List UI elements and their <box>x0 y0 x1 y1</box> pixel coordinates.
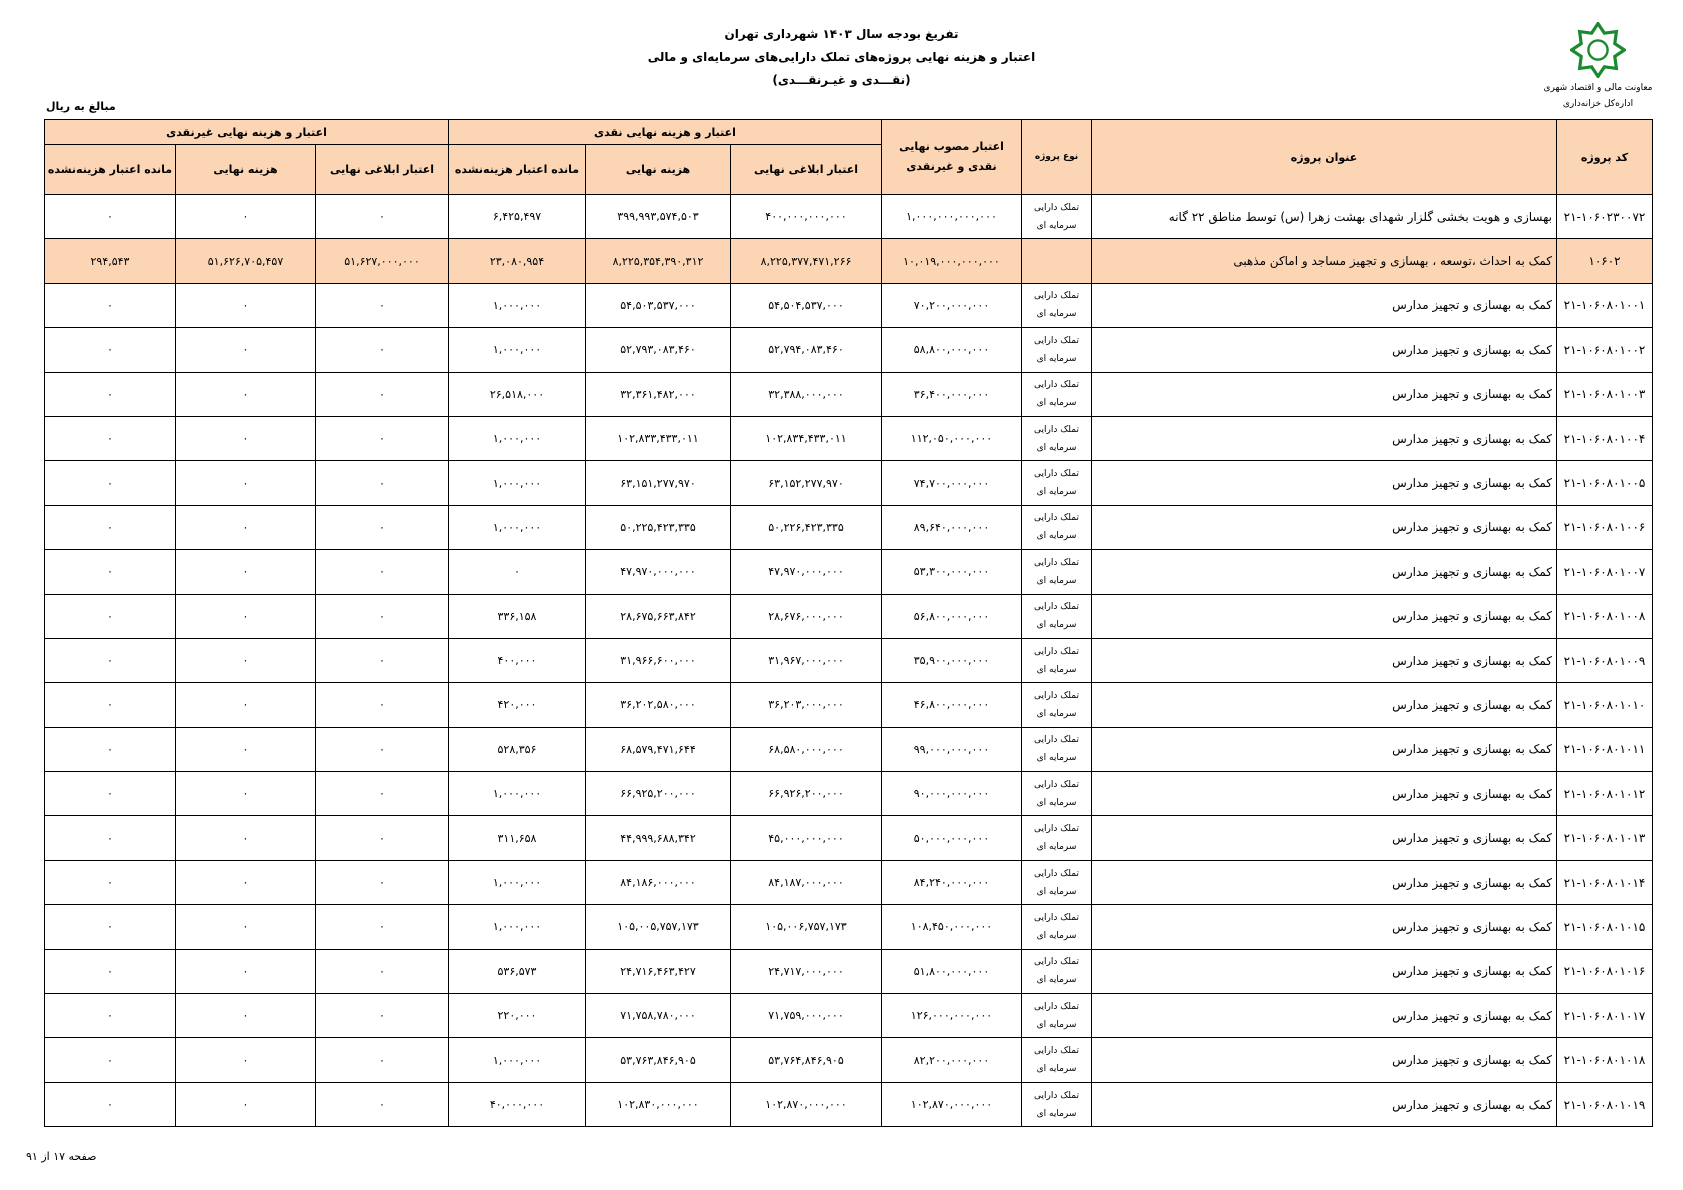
row-noncash-remaining: ۰ <box>45 283 176 327</box>
row-noncash-remaining: ۰ <box>45 461 176 505</box>
row-cash-cost: ۵۰,۲۲۵,۴۲۳,۳۳۵ <box>586 505 731 549</box>
row-cash-notified: ۶۸,۵۸۰,۰۰۰,۰۰۰ <box>731 727 882 771</box>
row-noncash-notified: ۰ <box>316 416 449 460</box>
type-line-1: تملک دارایی <box>1034 424 1079 435</box>
row-noncash-notified: ۵۱,۶۲۷,۰۰۰,۰۰۰ <box>316 239 449 283</box>
row-noncash-remaining: ۰ <box>45 1038 176 1082</box>
row-noncash-notified: ۰ <box>316 505 449 549</box>
currency-unit-label: مبالغ به ریال <box>46 100 116 113</box>
row-cash-notified: ۵۲,۷۹۴,۰۸۳,۴۶۰ <box>731 328 882 372</box>
type-line-2: سرمایه ای <box>1036 1108 1077 1119</box>
row-type <box>1022 195 1092 239</box>
row-approved: ۵۳,۳۰۰,۰۰۰,۰۰۰ <box>882 550 1022 594</box>
row-cash-remaining: ۱,۰۰۰,۰۰۰ <box>449 328 586 372</box>
row-noncash-notified: ۰ <box>316 905 449 949</box>
table-row <box>45 727 1653 771</box>
table-row <box>45 683 1653 727</box>
type-line-1: تملک دارایی <box>1034 868 1079 879</box>
row-title: کمک به بهسازی و تجهیز مدارس <box>1092 772 1557 816</box>
page-number: صفحه ۱۷ از ۹۱ <box>26 1150 97 1163</box>
row-type <box>1022 949 1092 993</box>
table-row <box>45 283 1653 327</box>
row-cash-remaining: ۳۱۱,۶۵۸ <box>449 816 586 860</box>
budget-table <box>44 119 1653 1127</box>
org-dept: اداره‌کل خزانه‌داری <box>1562 99 1634 109</box>
row-approved: ۹۰,۰۰۰,۰۰۰,۰۰۰ <box>882 772 1022 816</box>
type-line-2: سرمایه ای <box>1036 487 1077 498</box>
col-noncash-remaining: مانده اعتبار هزینه‌نشده <box>45 145 176 195</box>
row-cash-notified: ۴۷,۹۷۰,۰۰۰,۰۰۰ <box>731 550 882 594</box>
row-approved: ۳۶,۴۰۰,۰۰۰,۰۰۰ <box>882 372 1022 416</box>
row-approved: ۱۰,۰۱۹,۰۰۰,۰۰۰,۰۰۰ <box>882 239 1022 283</box>
row-code: ۲۱-۱۰۶۰۸۰۱۰۱۷ <box>1557 994 1653 1038</box>
row-cash-remaining: ۵۲۸,۳۵۶ <box>449 727 586 771</box>
row-cash-remaining: ۱,۰۰۰,۰۰۰ <box>449 283 586 327</box>
row-code: ۲۱-۱۰۶۰۸۰۱۰۱۲ <box>1557 772 1653 816</box>
row-type <box>1022 860 1092 904</box>
row-code: ۲۱-۱۰۶۰۸۰۱۰۱۹ <box>1557 1082 1653 1126</box>
col-cash-remaining: مانده اعتبار هزینه‌نشده <box>449 145 586 195</box>
type-line-1: تملک دارایی <box>1034 779 1079 790</box>
table-row <box>45 328 1653 372</box>
type-line-1: تملک دارایی <box>1034 291 1079 302</box>
type-line-1: تملک دارایی <box>1034 957 1079 968</box>
row-noncash-cost: ۰ <box>176 1082 316 1126</box>
type-line-2: سرمایه ای <box>1036 353 1077 364</box>
type-line-2: سرمایه ای <box>1036 930 1077 941</box>
type-line-2: سرمایه ای <box>1036 442 1077 453</box>
row-code: ۲۱-۱۰۶۰۸۰۱۰۱۱ <box>1557 727 1653 771</box>
table-row <box>45 505 1653 549</box>
row-code: ۲۱-۱۰۶۰۸۰۱۰۰۱ <box>1557 283 1653 327</box>
row-type <box>1022 239 1092 283</box>
row-approved: ۵۰,۰۰۰,۰۰۰,۰۰۰ <box>882 816 1022 860</box>
table-row <box>45 239 1653 283</box>
row-noncash-cost: ۰ <box>176 195 316 239</box>
row-cash-notified: ۸۴,۱۸۷,۰۰۰,۰۰۰ <box>731 860 882 904</box>
row-cash-notified: ۱۰۲,۸۳۴,۴۳۳,۰۱۱ <box>731 416 882 460</box>
row-cash-cost: ۵۲,۷۹۳,۰۸۳,۴۶۰ <box>586 328 731 372</box>
table-row <box>45 461 1653 505</box>
row-noncash-cost: ۵۱,۶۲۶,۷۰۵,۴۵۷ <box>176 239 316 283</box>
row-cash-notified: ۷۱,۷۵۹,۰۰۰,۰۰۰ <box>731 994 882 1038</box>
row-noncash-cost: ۰ <box>176 860 316 904</box>
row-noncash-remaining: ۰ <box>45 638 176 682</box>
row-code: ۲۱-۱۰۶۰۸۰۱۰۰۶ <box>1557 505 1653 549</box>
type-line-1: تملک دارایی <box>1034 1090 1079 1101</box>
row-cash-remaining: ۲۶,۵۱۸,۰۰۰ <box>449 372 586 416</box>
row-noncash-notified: ۰ <box>316 860 449 904</box>
type-line-1: تملک دارایی <box>1034 602 1079 613</box>
table-row <box>45 550 1653 594</box>
row-noncash-notified: ۰ <box>316 283 449 327</box>
row-title: کمک به بهسازی و تجهیز مدارس <box>1092 372 1557 416</box>
row-noncash-remaining: ۰ <box>45 727 176 771</box>
col-noncash-notified: اعتبار ابلاغی نهایی <box>316 145 449 195</box>
row-cash-cost: ۱۰۲,۸۳۰,۰۰۰,۰۰۰ <box>586 1082 731 1126</box>
row-noncash-notified: ۰ <box>316 949 449 993</box>
row-approved: ۷۰,۲۰۰,۰۰۰,۰۰۰ <box>882 283 1022 327</box>
type-line-2: سرمایه ای <box>1036 1019 1077 1030</box>
type-line-2: سرمایه ای <box>1036 309 1077 320</box>
col-cash-notified: اعتبار ابلاغی نهایی <box>731 145 882 195</box>
row-cash-cost: ۳۱,۹۶۶,۶۰۰,۰۰۰ <box>586 638 731 682</box>
row-approved: ۱,۰۰۰,۰۰۰,۰۰۰,۰۰۰ <box>882 195 1022 239</box>
row-noncash-notified: ۰ <box>316 594 449 638</box>
type-line-2: سرمایه ای <box>1036 620 1077 631</box>
row-noncash-notified: ۰ <box>316 1082 449 1126</box>
row-type <box>1022 283 1092 327</box>
row-cash-cost: ۳۹۹,۹۹۳,۵۷۴,۵۰۳ <box>586 195 731 239</box>
row-cash-cost: ۵۴,۵۰۳,۵۳۷,۰۰۰ <box>586 283 731 327</box>
row-noncash-remaining: ۰ <box>45 416 176 460</box>
row-type <box>1022 461 1092 505</box>
type-line-2: سرمایه ای <box>1036 398 1077 409</box>
row-approved: ۱۲۶,۰۰۰,۰۰۰,۰۰۰ <box>882 994 1022 1038</box>
row-code: ۲۱-۱۰۶۰۸۰۱۰۰۸ <box>1557 594 1653 638</box>
row-cash-remaining: ۱,۰۰۰,۰۰۰ <box>449 461 586 505</box>
row-cash-cost: ۶۳,۱۵۱,۲۷۷,۹۷۰ <box>586 461 731 505</box>
row-noncash-notified: ۰ <box>316 816 449 860</box>
row-approved: ۱۱۲,۰۵۰,۰۰۰,۰۰۰ <box>882 416 1022 460</box>
row-noncash-remaining: ۰ <box>45 816 176 860</box>
row-cash-cost: ۳۲,۳۶۱,۴۸۲,۰۰۰ <box>586 372 731 416</box>
row-noncash-notified: ۰ <box>316 1038 449 1082</box>
type-line-2: سرمایه ای <box>1036 708 1077 719</box>
row-noncash-cost: ۰ <box>176 683 316 727</box>
doc-subtitle: اعتبار و هزینه نهایی پروژه‌های تملک دارایی‌های سرمایه‌ای و مالی <box>647 50 1036 64</box>
row-noncash-cost: ۰ <box>176 283 316 327</box>
row-code: ۲۱-۱۰۶۰۸۰۱۰۱۳ <box>1557 816 1653 860</box>
type-line-1: تملک دارایی <box>1034 202 1079 213</box>
row-cash-remaining: ۱,۰۰۰,۰۰۰ <box>449 905 586 949</box>
row-noncash-remaining: ۰ <box>45 372 176 416</box>
row-noncash-remaining: ۰ <box>45 1082 176 1126</box>
row-noncash-cost: ۰ <box>176 372 316 416</box>
row-approved: ۳۵,۹۰۰,۰۰۰,۰۰۰ <box>882 638 1022 682</box>
row-approved: ۱۰۲,۸۷۰,۰۰۰,۰۰۰ <box>882 1082 1022 1126</box>
row-noncash-cost: ۰ <box>176 550 316 594</box>
row-cash-remaining: ۳۳۶,۱۵۸ <box>449 594 586 638</box>
row-title: بهسازی و هویت بخشی گلزار شهدای بهشت زهرا (س) توسط مناطق ۲۲ گانه <box>1092 195 1557 239</box>
row-title: کمک به بهسازی و تجهیز مدارس <box>1092 994 1557 1038</box>
row-cash-notified: ۶۶,۹۲۶,۲۰۰,۰۰۰ <box>731 772 882 816</box>
org-name: معاونت مالی و اقتصاد شهری <box>1543 83 1653 93</box>
type-line-2: سرمایه ای <box>1036 753 1077 764</box>
type-line-2: سرمایه ای <box>1036 575 1077 586</box>
doc-title: تفریغ بودجه سال ۱۴۰۳ شهرداری تهران <box>724 27 959 41</box>
row-noncash-notified: ۰ <box>316 638 449 682</box>
row-code: ۲۱-۱۰۶۰۸۰۱۰۰۹ <box>1557 638 1653 682</box>
row-noncash-notified: ۰ <box>316 683 449 727</box>
row-cash-remaining: ۱,۰۰۰,۰۰۰ <box>449 860 586 904</box>
row-title: کمک به بهسازی و تجهیز مدارس <box>1092 594 1557 638</box>
table-row <box>45 905 1653 949</box>
row-approved: ۵۸,۸۰۰,۰۰۰,۰۰۰ <box>882 328 1022 372</box>
row-approved: ۸۹,۶۴۰,۰۰۰,۰۰۰ <box>882 505 1022 549</box>
col-type: نوع پروژه <box>1022 120 1092 195</box>
row-cash-cost: ۴۴,۹۹۹,۶۸۸,۳۴۲ <box>586 816 731 860</box>
type-line-1: تملک دارایی <box>1034 335 1079 346</box>
type-line-1: تملک دارایی <box>1034 735 1079 746</box>
row-title: کمک به بهسازی و تجهیز مدارس <box>1092 416 1557 460</box>
row-cash-notified: ۸,۲۲۵,۳۷۷,۴۷۱,۲۶۶ <box>731 239 882 283</box>
table-row <box>45 994 1653 1038</box>
row-noncash-remaining: ۰ <box>45 949 176 993</box>
row-noncash-cost: ۰ <box>176 594 316 638</box>
row-noncash-remaining: ۰ <box>45 860 176 904</box>
row-cash-cost: ۶۶,۹۲۵,۲۰۰,۰۰۰ <box>586 772 731 816</box>
row-noncash-cost: ۰ <box>176 505 316 549</box>
type-line-2: سرمایه ای <box>1036 531 1077 542</box>
row-type <box>1022 505 1092 549</box>
row-cash-remaining: ۴۰,۰۰۰,۰۰۰ <box>449 1082 586 1126</box>
row-type <box>1022 372 1092 416</box>
type-line-1: تملک دارایی <box>1034 469 1079 480</box>
row-noncash-cost: ۰ <box>176 994 316 1038</box>
type-line-1: تملک دارایی <box>1034 912 1079 923</box>
row-title: کمک به بهسازی و تجهیز مدارس <box>1092 905 1557 949</box>
type-line-1: تملک دارایی <box>1034 380 1079 391</box>
row-title: کمک به بهسازی و تجهیز مدارس <box>1092 860 1557 904</box>
row-cash-notified: ۳۱,۹۶۷,۰۰۰,۰۰۰ <box>731 638 882 682</box>
row-code: ۲۱-۱۰۶۰۸۰۱۰۱۵ <box>1557 905 1653 949</box>
table-row <box>45 1082 1653 1126</box>
row-cash-notified: ۵۴,۵۰۴,۵۳۷,۰۰۰ <box>731 283 882 327</box>
col-group-noncash: اعتبار و هزینه نهایی غیرنقدی <box>45 120 449 145</box>
row-title: کمک به احداث ،توسعه ، بهسازی و تجهیز مساجد و اماکن مذهبی <box>1092 239 1557 283</box>
type-line-2: سرمایه ای <box>1036 886 1077 897</box>
row-noncash-cost: ۰ <box>176 1038 316 1082</box>
row-type <box>1022 683 1092 727</box>
col-noncash-cost: هزینه نهایی <box>176 145 316 195</box>
row-noncash-remaining: ۰ <box>45 683 176 727</box>
table-row <box>45 372 1653 416</box>
row-cash-remaining: ۰ <box>449 550 586 594</box>
row-noncash-notified: ۰ <box>316 727 449 771</box>
type-line-1: تملک دارایی <box>1034 690 1079 701</box>
type-line-1: تملک دارایی <box>1034 824 1079 835</box>
row-title: کمک به بهسازی و تجهیز مدارس <box>1092 949 1557 993</box>
row-code: ۲۱-۱۰۶۰۸۰۱۰۰۵ <box>1557 461 1653 505</box>
col-group-cash: اعتبار و هزینه نهایی نقدی <box>449 120 882 145</box>
table-row <box>45 816 1653 860</box>
row-approved: ۴۶,۸۰۰,۰۰۰,۰۰۰ <box>882 683 1022 727</box>
row-cash-cost: ۱۰۵,۰۰۵,۷۵۷,۱۷۳ <box>586 905 731 949</box>
row-type <box>1022 1082 1092 1126</box>
row-cash-cost: ۲۸,۶۷۵,۶۶۳,۸۴۲ <box>586 594 731 638</box>
row-cash-notified: ۵۰,۲۲۶,۴۲۳,۳۳۵ <box>731 505 882 549</box>
row-cash-remaining: ۲۳,۰۸۰,۹۵۴ <box>449 239 586 283</box>
type-line-2: سرمایه ای <box>1036 664 1077 675</box>
row-cash-notified: ۴۰۰,۰۰۰,۰۰۰,۰۰۰ <box>731 195 882 239</box>
row-type <box>1022 1038 1092 1082</box>
row-code: ۲۱-۱۰۶۰۸۰۱۰۱۸ <box>1557 1038 1653 1082</box>
row-cash-cost: ۷۱,۷۵۸,۷۸۰,۰۰۰ <box>586 994 731 1038</box>
type-line-2: سرمایه ای <box>1036 797 1077 808</box>
row-noncash-remaining: ۰ <box>45 550 176 594</box>
row-noncash-notified: ۰ <box>316 328 449 372</box>
type-line-1: تملک دارایی <box>1034 646 1079 657</box>
row-code: ۲۱-۱۰۶۰۸۰۱۰۱۰ <box>1557 683 1653 727</box>
row-cash-notified: ۶۳,۱۵۲,۲۷۷,۹۷۰ <box>731 461 882 505</box>
type-line-2: سرمایه ای <box>1036 842 1077 853</box>
row-noncash-notified: ۰ <box>316 772 449 816</box>
row-code: ۲۱-۱۰۶۰۲۳۰۰۷۲ <box>1557 195 1653 239</box>
row-cash-cost: ۶۸,۵۷۹,۴۷۱,۶۴۴ <box>586 727 731 771</box>
row-noncash-remaining: ۰ <box>45 195 176 239</box>
row-noncash-remaining: ۰ <box>45 772 176 816</box>
table-row <box>45 638 1653 682</box>
table-row <box>45 594 1653 638</box>
table-row <box>45 195 1653 239</box>
row-code: ۱۰۶۰۲ <box>1557 239 1653 283</box>
row-cash-remaining: ۱,۰۰۰,۰۰۰ <box>449 772 586 816</box>
row-cash-notified: ۲۸,۶۷۶,۰۰۰,۰۰۰ <box>731 594 882 638</box>
row-noncash-cost: ۰ <box>176 328 316 372</box>
row-approved: ۸۴,۲۴۰,۰۰۰,۰۰۰ <box>882 860 1022 904</box>
row-noncash-notified: ۰ <box>316 994 449 1038</box>
row-code: ۲۱-۱۰۶۰۸۰۱۰۰۳ <box>1557 372 1653 416</box>
col-approved: اعتبار مصوب نهایی نقدی و غیرنقدی <box>882 120 1022 195</box>
row-type <box>1022 905 1092 949</box>
row-cash-remaining: ۵۳۶,۵۷۳ <box>449 949 586 993</box>
row-noncash-cost: ۰ <box>176 905 316 949</box>
row-cash-remaining: ۱,۰۰۰,۰۰۰ <box>449 1038 586 1082</box>
row-code: ۲۱-۱۰۶۰۸۰۱۰۰۴ <box>1557 416 1653 460</box>
row-type <box>1022 994 1092 1038</box>
type-line-1: تملک دارایی <box>1034 1046 1079 1057</box>
table-row <box>45 772 1653 816</box>
row-title: کمک به بهسازی و تجهیز مدارس <box>1092 727 1557 771</box>
doc-subtitle-2: (نقـــدی و غیـر‌نقـــدی) <box>772 73 911 87</box>
row-cash-notified: ۱۰۲,۸۷۰,۰۰۰,۰۰۰ <box>731 1082 882 1126</box>
row-type <box>1022 550 1092 594</box>
row-type <box>1022 416 1092 460</box>
row-cash-notified: ۳۲,۳۸۸,۰۰۰,۰۰۰ <box>731 372 882 416</box>
col-cash-cost: هزینه نهایی <box>586 145 731 195</box>
row-noncash-notified: ۰ <box>316 372 449 416</box>
table-row <box>45 416 1653 460</box>
table-row <box>45 860 1653 904</box>
row-cash-remaining: ۱,۰۰۰,۰۰۰ <box>449 505 586 549</box>
row-title: کمک به بهسازی و تجهیز مدارس <box>1092 328 1557 372</box>
type-line-1: تملک دارایی <box>1034 1001 1079 1012</box>
row-noncash-cost: ۰ <box>176 816 316 860</box>
type-line-2: سرمایه ای <box>1036 975 1077 986</box>
row-cash-notified: ۱۰۵,۰۰۶,۷۵۷,۱۷۳ <box>731 905 882 949</box>
row-type <box>1022 594 1092 638</box>
row-title: کمک به بهسازی و تجهیز مدارس <box>1092 1038 1557 1082</box>
row-title: کمک به بهسازی و تجهیز مدارس <box>1092 283 1557 327</box>
row-noncash-notified: ۰ <box>316 550 449 594</box>
type-line-2: سرمایه ای <box>1036 1064 1077 1075</box>
row-noncash-notified: ۰ <box>316 195 449 239</box>
row-noncash-cost: ۰ <box>176 638 316 682</box>
row-code: ۲۱-۱۰۶۰۸۰۱۰۰۲ <box>1557 328 1653 372</box>
row-noncash-remaining: ۰ <box>45 328 176 372</box>
type-line-1: تملک دارایی <box>1034 513 1079 524</box>
row-cash-notified: ۳۶,۲۰۳,۰۰۰,۰۰۰ <box>731 683 882 727</box>
row-title: کمک به بهسازی و تجهیز مدارس <box>1092 505 1557 549</box>
row-noncash-remaining: ۰ <box>45 505 176 549</box>
row-cash-cost: ۲۴,۷۱۶,۴۶۳,۴۲۷ <box>586 949 731 993</box>
row-type <box>1022 328 1092 372</box>
row-noncash-notified: ۰ <box>316 461 449 505</box>
col-code: کد پروژه <box>1557 120 1653 195</box>
row-cash-cost: ۵۳,۷۶۳,۸۴۶,۹۰۵ <box>586 1038 731 1082</box>
table-row <box>45 1038 1653 1082</box>
row-title: کمک به بهسازی و تجهیز مدارس <box>1092 1082 1557 1126</box>
row-cash-cost: ۴۷,۹۷۰,۰۰۰,۰۰۰ <box>586 550 731 594</box>
row-noncash-remaining: ۰ <box>45 994 176 1038</box>
type-line-2: سرمایه ای <box>1036 220 1077 231</box>
col-title: عنوان پروژه <box>1092 120 1557 195</box>
row-noncash-remaining: ۰ <box>45 594 176 638</box>
row-type <box>1022 727 1092 771</box>
row-type <box>1022 638 1092 682</box>
row-code: ۲۱-۱۰۶۰۸۰۱۰۱۴ <box>1557 860 1653 904</box>
row-type <box>1022 816 1092 860</box>
row-approved: ۵۱,۸۰۰,۰۰۰,۰۰۰ <box>882 949 1022 993</box>
row-cash-notified: ۴۵,۰۰۰,۰۰۰,۰۰۰ <box>731 816 882 860</box>
row-title: کمک به بهسازی و تجهیز مدارس <box>1092 550 1557 594</box>
row-approved: ۷۴,۷۰۰,۰۰۰,۰۰۰ <box>882 461 1022 505</box>
row-code: ۲۱-۱۰۶۰۸۰۱۰۰۷ <box>1557 550 1653 594</box>
row-noncash-cost: ۰ <box>176 416 316 460</box>
row-title: کمک به بهسازی و تجهیز مدارس <box>1092 816 1557 860</box>
row-noncash-cost: ۰ <box>176 461 316 505</box>
row-noncash-remaining: ۰ <box>45 905 176 949</box>
row-noncash-remaining: ۲۹۴,۵۴۳ <box>45 239 176 283</box>
row-title: کمک به بهسازی و تجهیز مدارس <box>1092 461 1557 505</box>
row-cash-remaining: ۶,۴۲۵,۴۹۷ <box>449 195 586 239</box>
row-title: کمک به بهسازی و تجهیز مدارس <box>1092 638 1557 682</box>
row-cash-cost: ۳۶,۲۰۲,۵۸۰,۰۰۰ <box>586 683 731 727</box>
row-approved: ۸۲,۲۰۰,۰۰۰,۰۰۰ <box>882 1038 1022 1082</box>
row-cash-cost: ۸۴,۱۸۶,۰۰۰,۰۰۰ <box>586 860 731 904</box>
row-approved: ۵۶,۸۰۰,۰۰۰,۰۰۰ <box>882 594 1022 638</box>
row-approved: ۱۰۸,۴۵۰,۰۰۰,۰۰۰ <box>882 905 1022 949</box>
row-code: ۲۱-۱۰۶۰۸۰۱۰۱۶ <box>1557 949 1653 993</box>
row-cash-notified: ۵۳,۷۶۴,۸۴۶,۹۰۵ <box>731 1038 882 1082</box>
row-noncash-cost: ۰ <box>176 949 316 993</box>
row-cash-remaining: ۲۲۰,۰۰۰ <box>449 994 586 1038</box>
row-cash-remaining: ۱,۰۰۰,۰۰۰ <box>449 416 586 460</box>
row-noncash-cost: ۰ <box>176 772 316 816</box>
row-cash-cost: ۸,۲۲۵,۳۵۴,۳۹۰,۳۱۲ <box>586 239 731 283</box>
row-noncash-cost: ۰ <box>176 727 316 771</box>
row-title: کمک به بهسازی و تجهیز مدارس <box>1092 683 1557 727</box>
row-cash-remaining: ۴۲۰,۰۰۰ <box>449 683 586 727</box>
row-approved: ۹۹,۰۰۰,۰۰۰,۰۰۰ <box>882 727 1022 771</box>
row-cash-cost: ۱۰۲,۸۳۳,۴۳۳,۰۱۱ <box>586 416 731 460</box>
type-line-1: تملک دارایی <box>1034 557 1079 568</box>
tehran-municipality-logo <box>1570 22 1626 78</box>
row-cash-remaining: ۴۰۰,۰۰۰ <box>449 638 586 682</box>
table-row <box>45 949 1653 993</box>
row-cash-notified: ۲۴,۷۱۷,۰۰۰,۰۰۰ <box>731 949 882 993</box>
row-type <box>1022 772 1092 816</box>
